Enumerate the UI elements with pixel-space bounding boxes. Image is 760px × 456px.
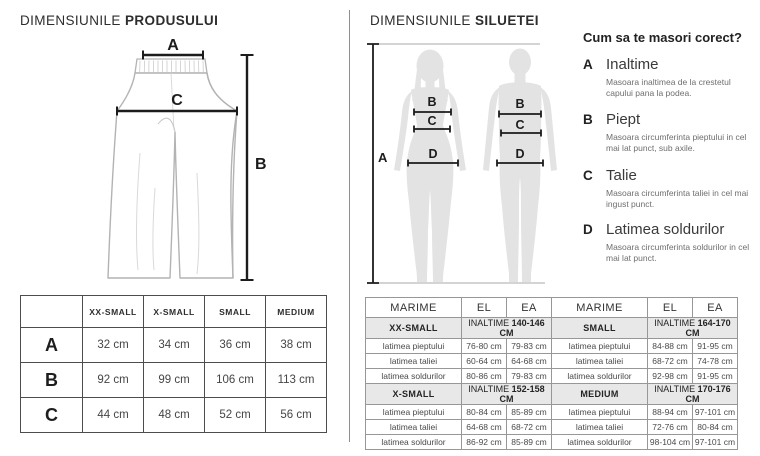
dimension-value: 44 cm (83, 398, 144, 433)
howto-description: Masoara circumferinta soldurilor in cel mai lat punct. (606, 242, 750, 264)
height-range (648, 384, 738, 405)
measure-ea: 79-83 cm (507, 369, 552, 384)
measure-label: latimea taliei (366, 354, 462, 369)
height-range-value: 140-146 CM (499, 318, 545, 338)
howto-name: Piept (606, 111, 641, 128)
male-label-c: C (515, 118, 525, 132)
size-name: MEDIUM (552, 384, 648, 405)
col-header: EL (648, 298, 693, 318)
howto-heading: Cum sa te masori corect? (583, 30, 742, 45)
table-header-row (366, 298, 738, 318)
table-row (366, 339, 738, 354)
howto-item-inaltime (583, 56, 755, 99)
figure-label-a: A (378, 150, 388, 165)
body-size-table (365, 297, 738, 450)
table-row (366, 354, 738, 369)
measure-label: latimea soldurilor (552, 435, 648, 450)
measure-el: 98-104 cm (648, 435, 693, 450)
section-divider (349, 10, 350, 442)
male-silhouette (483, 49, 557, 283)
col-header: MARIME (552, 298, 648, 318)
female-label-b: B (427, 95, 437, 109)
pants-label-c: C (171, 92, 183, 109)
measure-label: latimea pieptului (552, 339, 648, 354)
measure-ea: 80-84 cm (693, 420, 738, 435)
dimension-value: 36 cm (205, 328, 266, 363)
howto-letter: C (583, 168, 593, 183)
howto-item-piept (583, 111, 755, 154)
dimension-value: 56 cm (266, 398, 327, 433)
height-range (462, 318, 552, 339)
size-group-row (366, 318, 738, 339)
howto-letter: A (583, 57, 593, 72)
title-emphasis: SILUETEI (474, 13, 539, 28)
measure-el: 80-86 cm (462, 369, 507, 384)
height-range (648, 318, 738, 339)
male-label-d: D (515, 147, 525, 161)
female-label-c: C (427, 114, 437, 128)
dimension-value: 99 cm (144, 363, 205, 398)
size-header: XX-SMALL (83, 296, 144, 328)
dimension-label: A (21, 328, 83, 363)
male-label-b: B (515, 97, 525, 111)
dimension-value: 52 cm (205, 398, 266, 433)
table-row (21, 328, 327, 363)
measure-ea: 97-101 cm (693, 405, 738, 420)
table-row (366, 405, 738, 420)
title-prefix: DIMENSIUNILE (20, 13, 121, 28)
height-range (462, 384, 552, 405)
measure-el: 92-98 cm (648, 369, 693, 384)
table-row (366, 435, 738, 450)
title-prefix: DIMENSIUNILE (370, 13, 471, 28)
dimension-value: 106 cm (205, 363, 266, 398)
height-range-value: 152-158 CM (499, 384, 545, 404)
measure-ea: 64-68 cm (507, 354, 552, 369)
dimension-value: 92 cm (83, 363, 144, 398)
measure-label: latimea taliei (552, 354, 648, 369)
measure-label: latimea pieptului (552, 405, 648, 420)
dimension-value: 34 cm (144, 328, 205, 363)
howto-name: Talie (606, 167, 637, 184)
howto-name: Inaltime (606, 56, 659, 73)
measure-el: 76-80 cm (462, 339, 507, 354)
measure-ea: 85-89 cm (507, 435, 552, 450)
female-silhouette (394, 50, 466, 283)
size-group-row (366, 384, 738, 405)
table-row (21, 363, 327, 398)
size-name: X-SMALL (366, 384, 462, 405)
height-range-value: 170-176 CM (685, 384, 731, 404)
measure-ea: 85-89 cm (507, 405, 552, 420)
product-section-title (20, 13, 218, 28)
inaltime-label: INALTIME (468, 384, 510, 394)
silhouettes-diagram (365, 40, 560, 288)
dimension-value: 113 cm (266, 363, 327, 398)
pants-label-b: B (255, 156, 267, 173)
dimension-label: C (21, 398, 83, 433)
measure-ea: 91-95 cm (693, 369, 738, 384)
measure-ea: 91-95 cm (693, 339, 738, 354)
dimension-value: 38 cm (266, 328, 327, 363)
table-row (366, 420, 738, 435)
howto-item-latimea-soldurilor (583, 221, 755, 264)
howto-letter: D (583, 222, 593, 237)
measure-label: latimea taliei (366, 420, 462, 435)
col-header: EL (462, 298, 507, 318)
measure-el: 80-84 cm (462, 405, 507, 420)
table-row (21, 398, 327, 433)
howto-letter: B (583, 112, 593, 127)
corner-cell (21, 296, 83, 328)
measure-ea: 79-83 cm (507, 339, 552, 354)
table-header-row (21, 296, 327, 328)
measure-label: latimea pieptului (366, 339, 462, 354)
howto-name: Latimea soldurilor (606, 221, 725, 238)
measure-el: 88-94 cm (648, 405, 693, 420)
howto-item-talie (583, 167, 755, 210)
size-header: MEDIUM (266, 296, 327, 328)
col-header: EA (693, 298, 738, 318)
silhouette-section-title (370, 13, 539, 28)
measure-label: latimea soldurilor (552, 369, 648, 384)
inaltime-label: INALTIME (654, 384, 696, 394)
howto-description: Masoara inaltimea de la crestetul capului pana la podea. (606, 77, 731, 99)
pants-label-a: A (167, 38, 179, 54)
measure-ea: 74-78 cm (693, 354, 738, 369)
dimension-value: 32 cm (83, 328, 144, 363)
title-emphasis: PRODUSULUI (124, 13, 219, 28)
height-range-value: 164-170 CM (685, 318, 731, 338)
measure-el: 84-88 cm (648, 339, 693, 354)
dimension-value: 48 cm (144, 398, 205, 433)
measure-label: latimea pieptului (366, 405, 462, 420)
measure-label: latimea soldurilor (366, 435, 462, 450)
size-header: X-SMALL (144, 296, 205, 328)
col-header: EA (507, 298, 552, 318)
female-label-d: D (428, 147, 438, 161)
howto-description: Masoara circumferinta pieptului in cel mai lat punct, sub axile. (606, 132, 747, 154)
pants-diagram (100, 38, 270, 285)
measure-el: 72-76 cm (648, 420, 693, 435)
inaltime-label: INALTIME (468, 318, 510, 328)
inaltime-label: INALTIME (654, 318, 696, 328)
size-name: XX-SMALL (366, 318, 462, 339)
measure-label: latimea taliei (552, 420, 648, 435)
measure-ea: 97-101 cm (693, 435, 738, 450)
table-row (366, 369, 738, 384)
pants-waistband (135, 59, 207, 73)
howto-description: Masoara circumferinta taliei in cel mai ingust punct. (606, 188, 749, 210)
dimension-label: B (21, 363, 83, 398)
size-name: SMALL (552, 318, 648, 339)
measure-ea: 68-72 cm (507, 420, 552, 435)
measure-label: latimea soldurilor (366, 369, 462, 384)
product-size-table (20, 295, 327, 433)
measure-el: 60-64 cm (462, 354, 507, 369)
size-header: SMALL (205, 296, 266, 328)
measure-el: 68-72 cm (648, 354, 693, 369)
measure-el: 86-92 cm (462, 435, 507, 450)
measure-el: 64-68 cm (462, 420, 507, 435)
col-header: MARIME (366, 298, 462, 318)
